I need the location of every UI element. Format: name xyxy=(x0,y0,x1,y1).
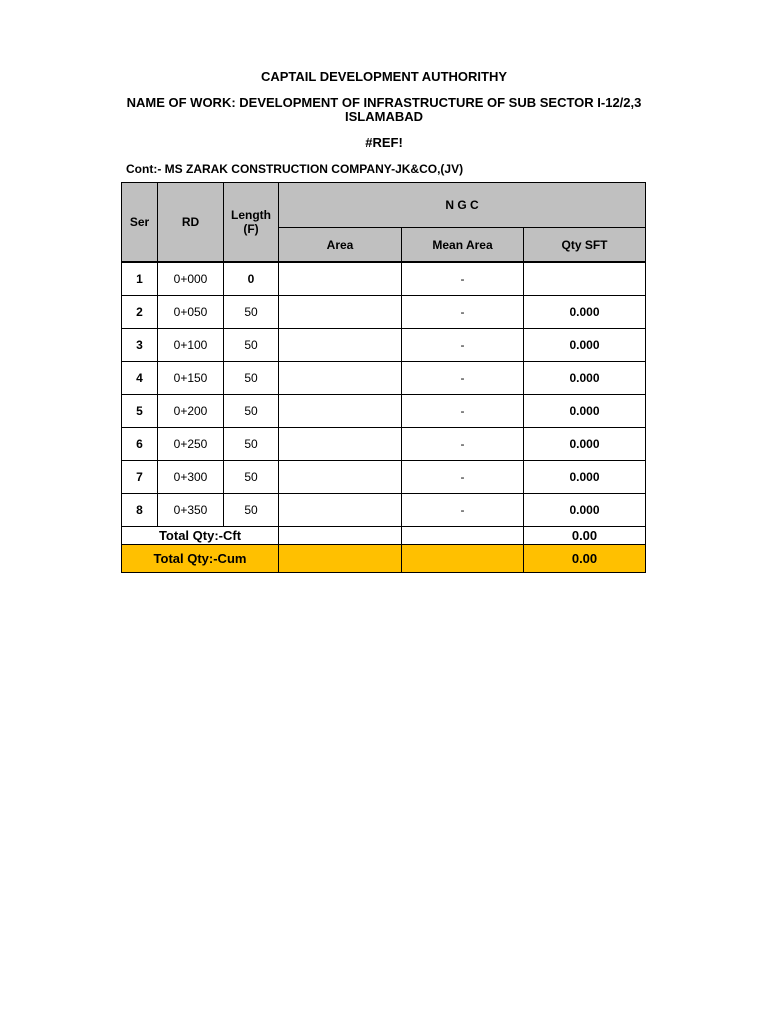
col-header-ngc-group: N G C xyxy=(279,183,646,228)
cell-rd: 0+350 xyxy=(158,494,224,527)
cell-ser: 4 xyxy=(122,362,158,395)
cell-rd: 0+100 xyxy=(158,329,224,362)
total-cft-value: 0.00 xyxy=(524,527,646,545)
cell-area xyxy=(279,428,402,461)
authority-title: CAPTAIL DEVELOPMENT AUTHORITHY xyxy=(260,69,508,84)
cell-area xyxy=(279,494,402,527)
table-row xyxy=(122,296,646,329)
col-header-qty-sft: Qty SFT xyxy=(524,228,646,262)
table-row xyxy=(122,362,646,395)
cell-rd: 0+300 xyxy=(158,461,224,494)
cell-mean-area: - xyxy=(402,494,524,527)
col-header-rd: RD xyxy=(158,183,224,262)
cell-ser: 3 xyxy=(122,329,158,362)
name-of-work-line1: NAME OF WORK: DEVELOPMENT OF INFRASTRUCTURE OF SUB SECTOR I-12/2,3 xyxy=(126,95,642,110)
cell-length: 50 xyxy=(224,296,279,329)
cell-qty-sft: 0.000 xyxy=(524,329,646,362)
cell-area xyxy=(279,296,402,329)
cell-length: 50 xyxy=(224,395,279,428)
total-cft-label: Total Qty:-Cft xyxy=(122,527,279,545)
cell-mean-area: - xyxy=(402,329,524,362)
table-row xyxy=(122,329,646,362)
table-row xyxy=(122,395,646,428)
cell-area xyxy=(279,362,402,395)
total-cft-area xyxy=(279,527,402,545)
total-cft-mean xyxy=(402,527,524,545)
cell-length: 50 xyxy=(224,461,279,494)
cell-qty-sft: 0.000 xyxy=(524,296,646,329)
cell-rd: 0+200 xyxy=(158,395,224,428)
cell-ser: 7 xyxy=(122,461,158,494)
cell-area xyxy=(279,395,402,428)
contractor-label: Cont:- MS ZARAK CONSTRUCTION COMPANY-JK&CO,(JV) xyxy=(126,162,464,176)
total-cft-row xyxy=(122,527,646,545)
total-cum-area xyxy=(279,545,402,573)
col-header-area: Area xyxy=(279,228,402,262)
ngc-quantity-table xyxy=(121,182,646,573)
cell-area xyxy=(279,329,402,362)
cell-ser: 5 xyxy=(122,395,158,428)
cell-rd: 0+000 xyxy=(158,263,224,296)
cell-qty-sft: 0.000 xyxy=(524,428,646,461)
cell-ser: 1 xyxy=(122,263,158,296)
table-row xyxy=(122,494,646,527)
cell-area xyxy=(279,461,402,494)
cell-qty-sft: 0.000 xyxy=(524,362,646,395)
cell-length: 50 xyxy=(224,428,279,461)
cell-length: 50 xyxy=(224,494,279,527)
cell-mean-area: - xyxy=(402,428,524,461)
total-cum-row xyxy=(122,545,646,573)
table-row xyxy=(122,263,646,296)
cell-qty-sft: 0.000 xyxy=(524,494,646,527)
cell-length: 50 xyxy=(224,362,279,395)
cell-mean-area: - xyxy=(402,362,524,395)
table-row xyxy=(122,428,646,461)
cell-qty-sft xyxy=(524,263,646,296)
cell-ser: 8 xyxy=(122,494,158,527)
total-cum-value: 0.00 xyxy=(524,545,646,573)
cell-length: 50 xyxy=(224,329,279,362)
cell-mean-area: - xyxy=(402,296,524,329)
cell-mean-area: - xyxy=(402,395,524,428)
cell-length: 0 xyxy=(224,263,279,296)
cell-qty-sft: 0.000 xyxy=(524,461,646,494)
col-header-length: Length (F) xyxy=(224,183,279,262)
col-header-ser: Ser xyxy=(122,183,158,262)
cell-ser: 2 xyxy=(122,296,158,329)
cell-mean-area: - xyxy=(402,461,524,494)
cell-qty-sft: 0.000 xyxy=(524,395,646,428)
name-of-work-line2: ISLAMABAD xyxy=(345,109,423,124)
cell-mean-area: - xyxy=(402,263,524,296)
cell-ser: 6 xyxy=(122,428,158,461)
cell-rd: 0+050 xyxy=(158,296,224,329)
col-header-mean-area: Mean Area xyxy=(402,228,524,262)
total-cum-label: Total Qty:-Cum xyxy=(122,545,279,573)
table-body xyxy=(122,262,646,527)
cell-rd: 0+150 xyxy=(158,362,224,395)
ref-error: #REF! xyxy=(365,135,403,150)
cell-rd: 0+250 xyxy=(158,428,224,461)
total-cum-mean xyxy=(402,545,524,573)
cell-area xyxy=(279,263,402,296)
table-row xyxy=(122,461,646,494)
